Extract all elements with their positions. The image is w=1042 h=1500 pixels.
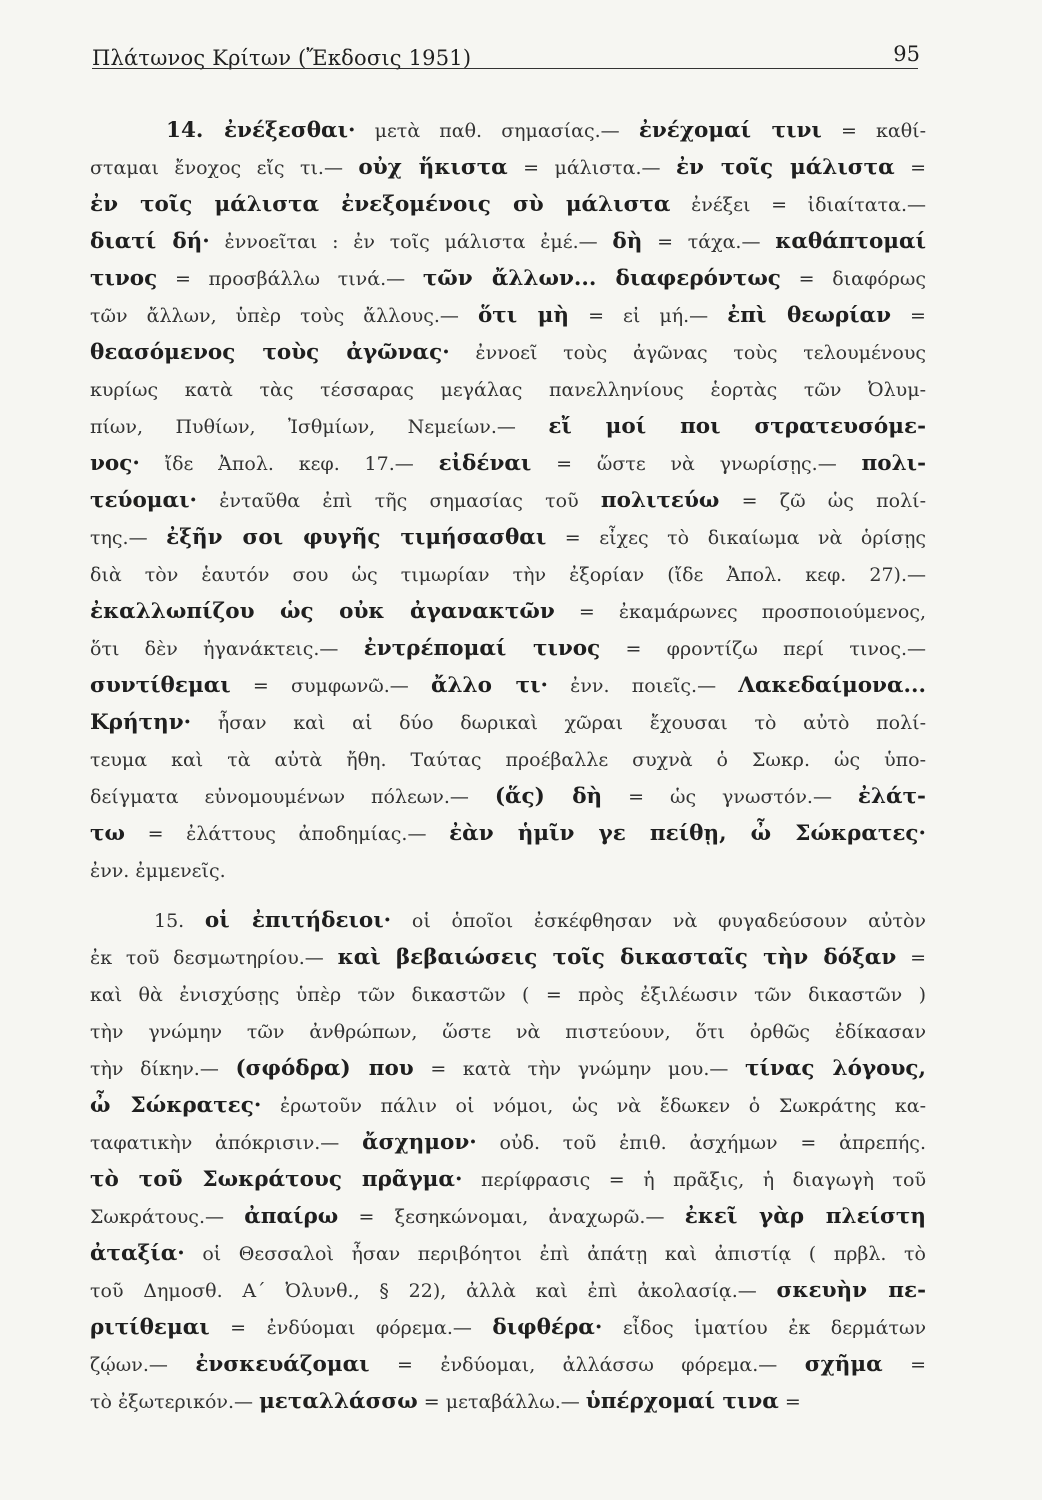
text-line <box>90 334 926 371</box>
page-number: 95 <box>893 42 920 66</box>
lemma-term: ἀπαίρω <box>244 1204 339 1229</box>
lemma-term: διφθέρα· <box>492 1315 603 1340</box>
commentary-section-14 <box>90 112 926 889</box>
lemma-term: τὸ τοῦ Σωκράτους πρᾶγμα· <box>90 1167 463 1192</box>
gloss-text: = <box>778 1391 801 1413</box>
gloss-text: οἱ ὁποῖοι ἐσκέφθησαν νὰ φυγαδεύσουν αὐτὸν <box>391 910 926 932</box>
lemma-term: δὴ <box>612 229 643 254</box>
text-line <box>90 976 926 1013</box>
text-line <box>90 519 926 556</box>
header-rule <box>92 68 918 69</box>
text-line <box>90 1124 926 1161</box>
lemma-term: ἐπὶ θεωρίαν <box>727 303 891 328</box>
gloss-text: τῶν ἄλλων, ὑπὲρ τοὺς ἄλλους.— <box>90 305 478 327</box>
lemma-term: 14. <box>166 118 224 143</box>
gloss-text: ἐνέξει = ἰδιαίτατα.— <box>670 194 926 216</box>
text-line <box>90 1013 926 1050</box>
lemma-term: ἐκεῖ γὰρ πλείστη <box>684 1204 926 1229</box>
gloss-text: = εἰ μή.— <box>569 305 728 327</box>
gloss-text: τὴν δίκην.— <box>90 1058 236 1080</box>
gloss-text: εἶδος ἱματίου ἐκ δερμάτων <box>602 1317 926 1339</box>
gloss-text: τευμα καὶ τὰ αὐτὰ ἤθη. Ταύτας προέβαλλε συχνὰ ὁ Σωκρ. ὡς ὑπο- <box>90 749 926 771</box>
gloss-text: ἐνν. ἐμμενεῖς. <box>90 860 226 882</box>
lemma-term: καὶ βεβαιώσεις τοῖς δικασταῖς τὴν δόξαν <box>337 945 897 970</box>
lemma-term: διατί δή· <box>90 229 210 254</box>
gloss-text: = ἐλάττους ἀποδημίας.— <box>124 823 450 845</box>
lemma-term: τίνας λόγους, <box>745 1056 926 1081</box>
gloss-text: ὅτι δὲν ἠγανάκτεις.— <box>90 638 364 660</box>
text-line <box>90 149 926 186</box>
gloss-text: = φροντίζω περί τινος.— <box>600 638 926 660</box>
gloss-text: ἐνν. ποιεῖς.— <box>547 675 739 697</box>
lemma-term: τῶν ἄλλων... διαφερόντως <box>422 266 781 291</box>
text-line <box>90 1198 926 1235</box>
lemma-term: ἐν τοῖς μάλιστα <box>675 155 895 180</box>
gloss-text: Σωκράτους.— <box>90 1206 245 1228</box>
lemma-term: συντίθεμαι <box>90 673 231 698</box>
text-line <box>90 852 926 889</box>
gloss-text: πίων, Πυθίων, Ἰσθμίων, Νεμείων.— <box>90 416 549 438</box>
gloss-text: καὶ θὰ ἐνισχύσῃς ὑπὲρ τῶν δικαστῶν ( = πρὸς ἐξιλέωσιν τῶν δικαστῶν ) <box>90 984 926 1006</box>
gloss-text: = ὥστε νὰ γνωρίσῃς.— <box>531 453 862 475</box>
lemma-term: ἄλλο τι· <box>430 673 548 698</box>
lemma-term: ἐλάτ- <box>857 784 926 809</box>
gloss-text: = ἐνδύομαι, ἀλλάσσω φόρεμα.— <box>369 1354 805 1376</box>
text-line <box>90 1161 926 1198</box>
gloss-text: = συμφωνῶ.— <box>230 675 431 697</box>
text-line <box>90 112 926 149</box>
gloss-text: τὴν γνώμην τῶν ἀνθρώπων, ὥστε νὰ πιστεύουν, ὅτι ὀρθῶς ἐδίκασαν <box>90 1021 926 1043</box>
text-line <box>90 593 926 630</box>
lemma-term: ἐν τοῖς μάλιστα ἐνεξομένοις σὺ μάλιστα <box>90 192 671 217</box>
lemma-term: καθάπτομαί <box>775 229 926 254</box>
lemma-term: ἐὰν ἡμῖν γε πείθῃ, ὦ Σώκρατες· <box>449 821 926 846</box>
text-line <box>90 297 926 334</box>
gloss-text: = ἐνδύομαι φόρεμα.— <box>209 1317 493 1339</box>
text-line <box>90 1050 926 1087</box>
page-header <box>92 42 924 82</box>
lemma-term: ἐνσκευάζομαι <box>195 1352 370 1377</box>
gloss-text: = <box>894 157 926 179</box>
text-line <box>90 260 926 297</box>
lemma-term: τινος <box>90 266 158 291</box>
lemma-term: ἐνέξεσθαι· <box>223 118 356 143</box>
text-line <box>90 1087 926 1124</box>
lemma-term: ἐξῆν σοι φυγῆς τιμήσασθαι <box>166 525 547 550</box>
text-line <box>90 223 926 260</box>
text-line <box>90 445 926 482</box>
text-line <box>90 408 926 445</box>
gloss-text: ἐνταῦθα ἐπὶ τῆς σημασίας τοῦ <box>196 490 601 512</box>
lemma-term: σχῆμα <box>804 1352 883 1377</box>
gloss-text: οἱ Θεσσαλοὶ ἦσαν περιβόητοι ἐπὶ ἀπάτῃ καὶ ἀπιστίᾳ ( πρβλ. τὸ <box>184 1243 926 1265</box>
running-title: Πλάτωνος Κρίτων (Ἔκδοσις 1951) <box>92 46 472 70</box>
gloss-text: σταμαι ἔνοχος εἴς τι.— <box>90 157 359 179</box>
gloss-text: = ζῶ ὡς πολί- <box>719 490 926 512</box>
commentary-section-15 <box>90 902 926 1420</box>
gloss-text: περίφρασις = ἡ πρᾶξις, ἡ διαγωγὴ τοῦ <box>462 1169 926 1191</box>
gloss-text: = <box>882 1354 926 1376</box>
text-line <box>90 902 926 939</box>
gloss-text: της.— <box>90 527 167 549</box>
gloss-text: = εἶχες τὸ δικαίωμα νὰ ὁρίσῃς <box>546 527 926 549</box>
gloss-text: = τάχα.— <box>642 231 776 253</box>
gloss-text: ἐρωτοῦν πάλιν οἱ νόμοι, ὡς νὰ ἔδωκεν ὁ Σωκράτης κα- <box>261 1095 926 1117</box>
lemma-term: ἄσχημον· <box>362 1130 477 1155</box>
lemma-term: ἐντρέπομαί τινος <box>363 636 601 661</box>
text-line <box>90 630 926 667</box>
gloss-text: μετὰ παθ. σημασίας.— <box>355 120 639 142</box>
lemma-term: τω <box>90 821 125 846</box>
lemma-term: ριτίθεμαι <box>90 1315 210 1340</box>
text-line <box>90 1235 926 1272</box>
text-line <box>90 939 926 976</box>
gloss-text: ἦσαν καὶ αἱ δύο δωρικαὶ χῶραι ἔχουσαι τὸ αὐτὸ πολί- <box>191 712 926 734</box>
lemma-term: Λακεδαίμονα... <box>738 673 926 698</box>
text-line <box>90 482 926 519</box>
lemma-term: ἐκαλλωπίζου ὡς οὐκ ἀγανακτῶν <box>90 599 555 624</box>
text-line <box>90 1309 926 1346</box>
text-line <box>90 778 926 815</box>
lemma-term: ἐνέχομαί τινι <box>638 118 822 143</box>
gloss-text: = <box>891 305 926 327</box>
gloss-text: = <box>896 947 926 969</box>
gloss-text: ἴδε Ἀπολ. κεφ. 17.— <box>139 453 439 475</box>
gloss-text: ἐννοεῖται : ἐν τοῖς μάλιστα ἐμέ.— <box>209 231 613 253</box>
lemma-term: μεταλλάσσω <box>259 1389 418 1414</box>
gloss-text: = ἐκαμάρωνες προσποιούμενος, <box>554 601 926 623</box>
gloss-text: ἐκ τοῦ δεσμωτηρίου.— <box>90 947 338 969</box>
lemma-term: ὅτι μὴ <box>477 303 570 328</box>
lemma-term: θεασόμενος τοὺς ἀγῶνας· <box>90 340 450 365</box>
lemma-term: (ἅς) δὴ <box>494 784 603 809</box>
gloss-text: = καθί- <box>821 120 926 142</box>
gloss-text: κυρίως κατὰ τὰς τέσσαρας μεγάλας πανελληνίους ἑορτὰς τῶν Ὀλυμ- <box>90 379 926 401</box>
gloss-text: τοῦ Δημοσθ. Α΄ Ὀλυνθ., § 22), ἀλλὰ καὶ ἐπὶ ἀκολασίᾳ.— <box>90 1280 777 1302</box>
text-line <box>90 1346 926 1383</box>
gloss-text: ταφατικὴν ἀπόκρισιν.— <box>90 1132 363 1154</box>
lemma-term: ὦ Σώκρατες· <box>90 1093 262 1118</box>
lemma-term: οὐχ ἥκιστα <box>358 155 508 180</box>
lemma-term: σκευὴν πε- <box>776 1278 926 1303</box>
text-line <box>90 556 926 593</box>
lemma-term: νος· <box>90 451 140 476</box>
gloss-text: διὰ τὸν ἑαυτόν σου ὡς τιμωρίαν τὴν ἐξορίαν (ἴδε Ἀπολ. κεφ. 27).— <box>90 564 926 586</box>
text-line <box>90 1272 926 1309</box>
gloss-text: ζῴων.— <box>90 1354 196 1376</box>
gloss-text: = μεταβάλλω.— <box>417 1391 586 1413</box>
text-line <box>90 186 926 223</box>
gloss-text: δείγματα εὐνομουμένων πόλεων.— <box>90 786 495 808</box>
gloss-text: τὸ ἐξωτερικόν.— <box>90 1391 260 1413</box>
text-line <box>90 815 926 852</box>
gloss-text: = προσβάλλω τινά.— <box>157 268 423 290</box>
lemma-term: εἴ μοί ποι στρατευσόμε- <box>548 414 926 439</box>
gloss-text: = κατὰ τὴν γνώμην μου.— <box>413 1058 746 1080</box>
lemma-term: Κρήτην· <box>90 710 192 735</box>
text-line <box>90 371 926 408</box>
text-line <box>90 704 926 741</box>
lemma-term: ὑπέρχομαί τινα <box>585 1389 779 1414</box>
lemma-term: τεύομαι· <box>90 488 197 513</box>
gloss-text: = μάλιστα.— <box>507 157 676 179</box>
text-line <box>90 667 926 704</box>
gloss-text: ἐννοεῖ τοὺς ἀγῶνας τοὺς τελουμένους <box>449 342 926 364</box>
text-line <box>90 741 926 778</box>
lemma-term: εἰδέναι <box>438 451 532 476</box>
lemma-term: πολιτεύω <box>600 488 720 513</box>
gloss-text: = ὡς γνωστόν.— <box>602 786 858 808</box>
lemma-term: πολι- <box>861 451 926 476</box>
gloss-text: = διαφόρως <box>780 268 926 290</box>
lemma-term: οἱ ἐπιτήδειοι· <box>204 908 392 933</box>
lemma-term: (σφόδρα) που <box>235 1056 414 1081</box>
lemma-term: ἀταξία· <box>90 1241 185 1266</box>
text-line <box>90 1383 926 1420</box>
gloss-text: 15. <box>154 910 205 932</box>
gloss-text: οὐδ. τοῦ ἐπιθ. ἀσχήμων = ἀπρεπής. <box>476 1132 926 1154</box>
gloss-text: = ξεσηκώνομαι, ἀναχωρῶ.— <box>338 1206 685 1228</box>
